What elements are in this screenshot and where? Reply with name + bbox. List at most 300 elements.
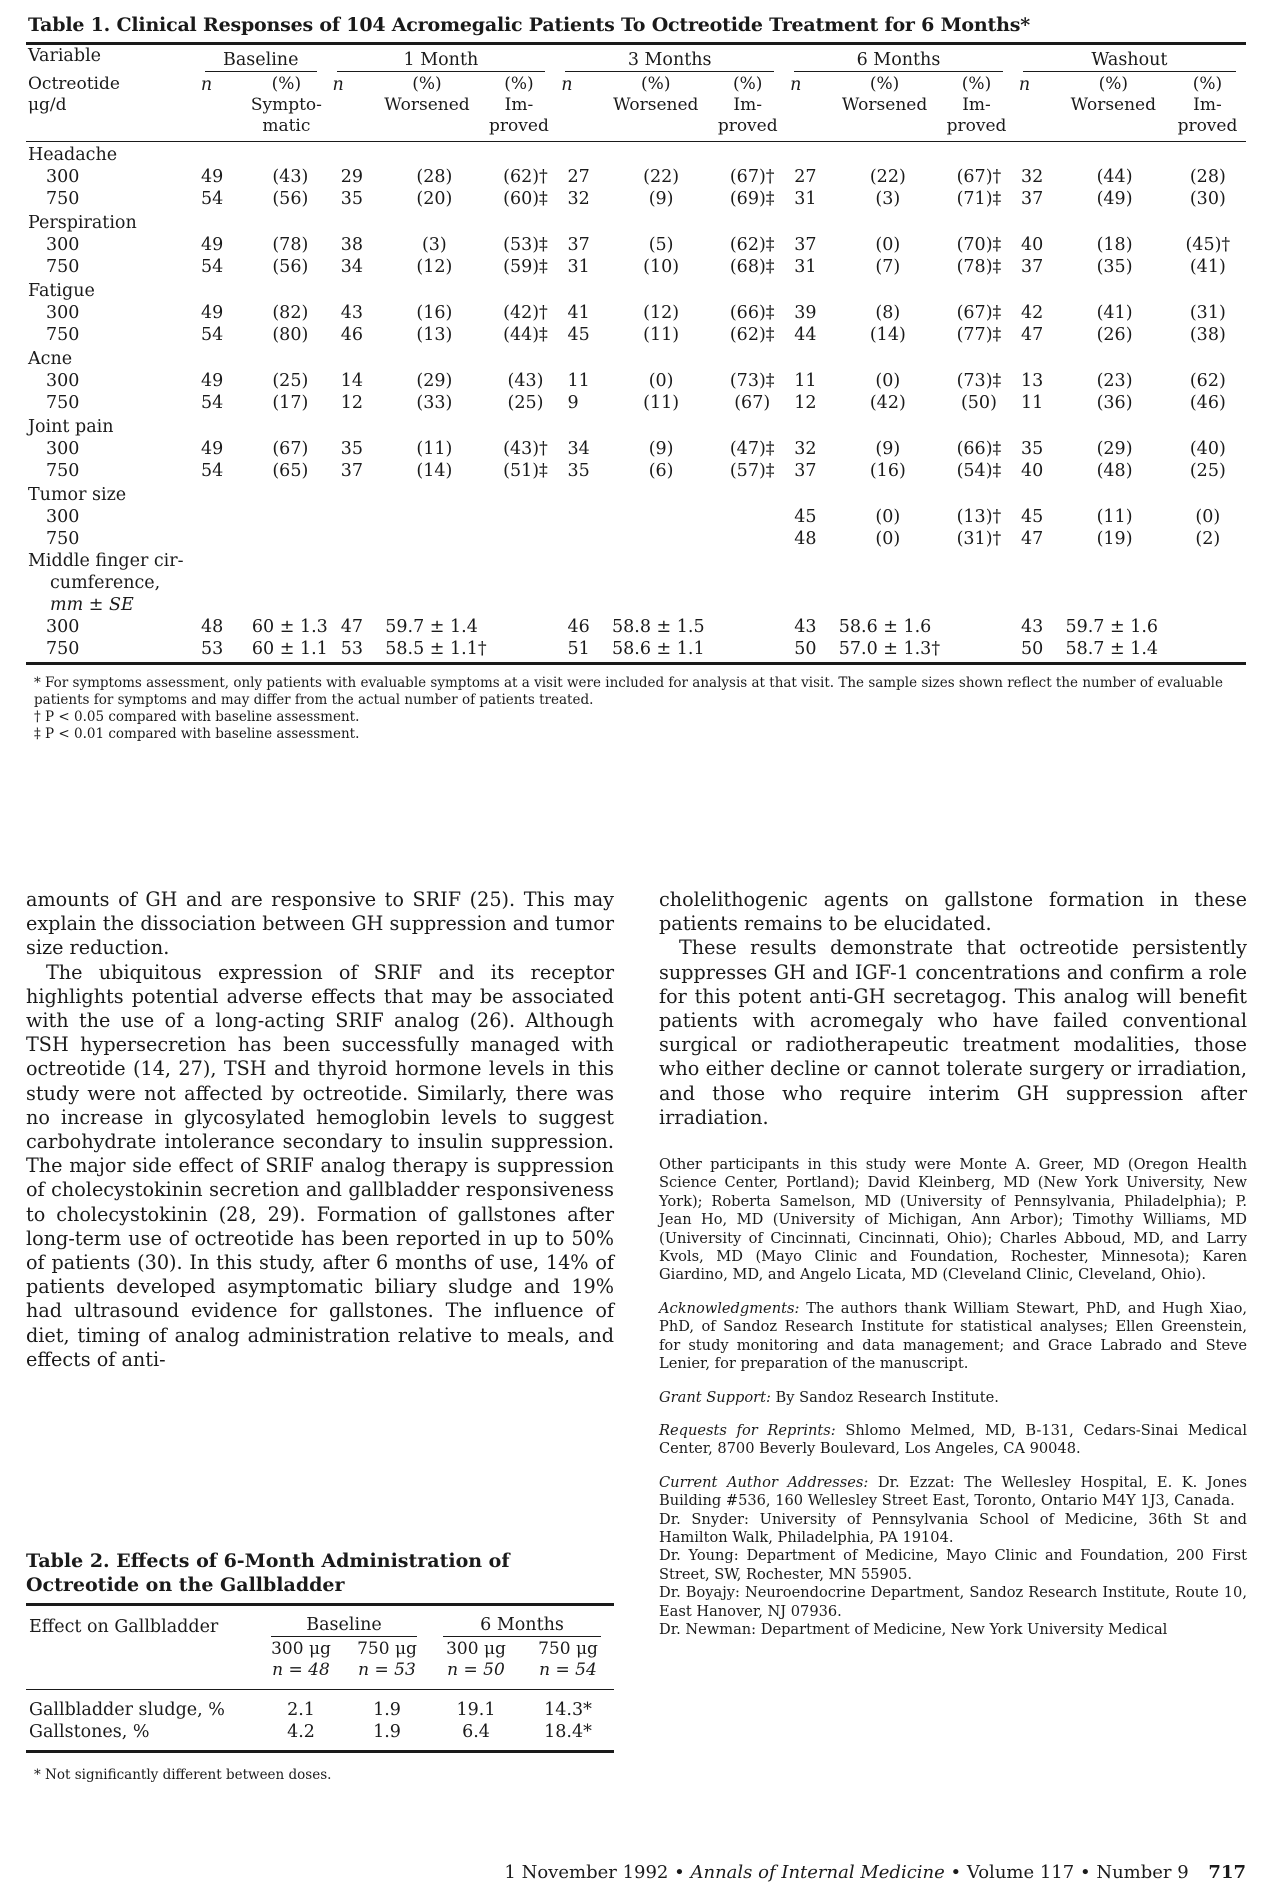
section-row	[26, 572, 1246, 594]
cell: 34	[567, 439, 590, 459]
dose-label: 300	[46, 303, 80, 323]
cell: (0)	[1195, 507, 1221, 527]
cell	[716, 506, 788, 528]
cell: (43)	[507, 371, 544, 391]
cell: 19.1	[456, 1700, 496, 1720]
group-baseline: Baseline	[258, 1614, 430, 1639]
cell: (43)	[272, 167, 309, 187]
cell: 31	[567, 257, 590, 277]
cell: (66)‡	[729, 303, 775, 323]
cell: (11)	[1096, 507, 1133, 527]
cell: 57.0 ± 1.3†	[838, 639, 941, 659]
section-label: cumference,	[50, 573, 161, 593]
left-column	[26, 888, 614, 1372]
cell: 46	[340, 325, 364, 345]
cell: (47)‡	[729, 439, 775, 459]
cell	[195, 142, 1246, 166]
cell: 27	[794, 167, 817, 187]
table-row	[26, 616, 1246, 638]
octreotide-label: Octreotide μg/d	[28, 74, 120, 115]
cell: (48)	[1096, 461, 1133, 481]
cell: 1.9	[373, 1700, 401, 1720]
table-row	[26, 438, 1246, 460]
cell: (25)	[1189, 461, 1226, 481]
cell: 49	[201, 167, 224, 187]
cell: 50	[1020, 639, 1044, 659]
cell: (28)	[1189, 167, 1226, 187]
col-n: n	[332, 75, 344, 95]
cell: (0)	[875, 507, 901, 527]
table1-note: * For symptoms assessment, only patients with evaluable symptoms at a visit were included for analysis at that visit. The sample sizes shown reflect the number of evaluable patients for symptoms and may differ from the actual number of patients treated.	[34, 675, 1223, 708]
grant-support: Grant Support: By Sandoz Research Institute.	[659, 1388, 999, 1406]
row-label: Gallstones, %	[29, 1722, 150, 1742]
cell: (6)	[648, 461, 674, 481]
cell: (0)	[875, 235, 901, 255]
cell: 43	[794, 617, 817, 637]
reprints: Requests for Reprints: Shlomo Melmed, MD, B-131, Cedars-Sinai Medical Center, 8700 Beverly Boulevard, Los Angeles, CA 90048.	[659, 1421, 1248, 1458]
cell: 9	[567, 393, 579, 413]
cell	[195, 506, 246, 528]
cell: (71)‡	[956, 189, 1002, 209]
cell: (16)	[869, 461, 906, 481]
table-row	[26, 302, 1246, 324]
paragraph: amounts of GH and are responsive to SRIF (25). This may explain the dissociation between GH suppression and tumor size reduction.	[26, 888, 614, 960]
cell: (44)‡	[503, 325, 548, 345]
cell	[562, 528, 607, 550]
dose-label: 300	[46, 371, 80, 391]
cell: (11)	[416, 439, 453, 459]
cell: (28)	[416, 167, 453, 187]
cell: (57)‡	[729, 461, 775, 481]
cell: (59)‡	[503, 257, 548, 277]
cell: 34	[340, 257, 364, 277]
address: Dr. Young: Department of Medicine, Mayo Clinic and Foundation, 200 First Street, SW, Rochester, MN 55905.	[659, 1547, 1247, 1583]
cell: 54	[201, 325, 224, 345]
paragraph: cholelithogenic agents on gallstone formation in these patients remains to be elucidated.	[659, 888, 1247, 936]
cell: (9)	[875, 439, 901, 459]
cell: 45	[567, 325, 590, 345]
cell	[606, 506, 716, 528]
cell: (3)	[421, 235, 447, 255]
address: Dr. Snyder: University of Pennsylvania School of Medicine, 36th St and Hamilton Walk, Philadelphia, PA 19104.	[659, 1510, 1247, 1546]
cell: (62)	[1189, 371, 1226, 391]
table2-note: * Not significantly different between doses.	[34, 1766, 332, 1783]
cell: (0)	[875, 371, 901, 391]
cell: (78)‡	[956, 257, 1002, 277]
cell	[716, 528, 788, 550]
cell: (42)†	[503, 303, 548, 323]
cell: 29	[340, 167, 364, 187]
table1-note: ‡ P < 0.01 compared with baseline assessment.	[34, 726, 360, 742]
cell: (82)	[272, 303, 309, 323]
cell: (25)	[272, 371, 309, 391]
section-row	[26, 142, 1246, 166]
cell: (67)	[272, 439, 309, 459]
table-row	[26, 528, 1246, 550]
participants: Other participants in this study were Monte A. Greer, MD (Oregon Health Science Center, Portland); David Kleinberg, MD (New York University, New York); Roberta Samelson, MD (University of Pennsylvania, Philadelphia); P. Jean Ho, MD (University of Michigan, Ann Arbor); Timothy Williams, MD (University of Cincinnati, Cincinnati, Ohio); Charles Abboud, MD, and Larry Kvols, MD (Mayo Clinic and Foundation, Rochester, Minnesota); Karen Giardino, MD, and Angelo Licata, MD (Cleveland Clinic, Cleveland, Ohio).	[659, 1156, 1247, 1284]
cell: (23)	[1096, 371, 1133, 391]
dose: 750 μg	[538, 1639, 598, 1659]
cell: 37	[794, 461, 817, 481]
cell: (41)	[1189, 257, 1226, 277]
table1	[26, 45, 1246, 151]
cell: (31)†	[956, 529, 1002, 549]
section-row	[26, 346, 1246, 370]
sample-size: n = 54	[539, 1660, 597, 1680]
table-row	[26, 324, 1246, 346]
section-label: Headache	[28, 145, 118, 165]
cell: 43	[340, 303, 364, 323]
cell: 41	[567, 303, 590, 323]
col-worsened: (%) Worsened	[1070, 74, 1156, 115]
cell: (3)	[875, 189, 901, 209]
table2	[26, 1549, 614, 1783]
col-worsened: (%) Worsened	[384, 74, 470, 115]
cell: 38	[340, 235, 364, 255]
cell: 60 ± 1.1	[251, 639, 328, 659]
cell: (51)‡	[503, 461, 548, 481]
cell: (67)	[734, 393, 771, 413]
dose-label: 300	[46, 235, 80, 255]
cell: (0)	[875, 529, 901, 549]
cell	[195, 346, 1246, 370]
cell	[195, 528, 246, 550]
cell: 47	[1020, 529, 1044, 549]
cell: 42	[1020, 303, 1044, 323]
page	[26, 14, 1248, 1883]
cell: 1.9	[373, 1722, 401, 1742]
cell: (67)‡	[956, 303, 1002, 323]
cell: (11)	[643, 393, 680, 413]
cell: 37	[1020, 189, 1044, 209]
cell: 44	[794, 325, 817, 345]
dose-label: 750	[46, 189, 80, 209]
group-6-months: 6 Months	[784, 45, 1013, 74]
cell: (70)‡	[956, 235, 1002, 255]
cell: (41)	[1096, 303, 1133, 323]
cell: 39	[794, 303, 817, 323]
table2-group-header	[26, 1614, 614, 1639]
cell: (78)	[272, 235, 309, 255]
dose-label: 750	[46, 461, 80, 481]
cell	[489, 528, 561, 550]
cell: (18)	[1096, 235, 1133, 255]
section-row	[26, 550, 1246, 572]
cell: 37	[794, 235, 817, 255]
cell: (36)	[1096, 393, 1133, 413]
cell: (65)	[272, 461, 309, 481]
cell: (12)	[643, 303, 680, 323]
address: Dr. Newman: Department of Medicine, New York University Medical	[659, 1620, 1168, 1638]
cell: 32	[1020, 167, 1044, 187]
cell: (0)	[648, 371, 674, 391]
table-row	[26, 166, 1246, 188]
page-number: 717	[1208, 1862, 1246, 1883]
cell: (56)	[272, 257, 309, 277]
section-row	[26, 482, 1246, 506]
cell: 58.6 ± 1.1	[612, 639, 705, 659]
journal-name: Annals of Internal Medicine	[690, 1862, 945, 1883]
table-row	[26, 460, 1246, 482]
dose-label: 300	[46, 617, 80, 637]
cell: (31)	[1189, 303, 1226, 323]
cell: (25)	[507, 393, 544, 413]
cell: (54)‡	[956, 461, 1002, 481]
cell: (68)‡	[729, 257, 775, 277]
cell: (29)	[1096, 439, 1133, 459]
dose-label: 750	[46, 529, 80, 549]
cell	[195, 278, 1246, 302]
cell: (14)	[869, 325, 906, 345]
table-row	[26, 506, 1246, 528]
cell: (73)‡	[956, 371, 1002, 391]
cell: (50)	[960, 393, 997, 413]
cell	[379, 528, 489, 550]
cell: 54	[201, 393, 224, 413]
section-row	[26, 210, 1246, 234]
cell: (29)	[416, 371, 453, 391]
cell: (60)‡	[503, 189, 548, 209]
table1-note: † P < 0.05 compared with baseline assessment.	[34, 709, 360, 725]
cell: (9)	[648, 439, 674, 459]
cell	[195, 550, 1246, 572]
cell: (45)†	[1185, 235, 1231, 255]
cell	[246, 528, 335, 550]
dose: 300 μg	[271, 1639, 331, 1659]
paragraph: These results demonstrate that octreotide persistently suppresses GH and IGF-1 concentrations and confirm a role for this potent anti-GH secretagog. This analog will benefit patients with acromegaly who have failed conventional surgical or radiotherapeutic treatment modalities, those who either decline or cannot tolerate surgery or irradiation, and those who require interim GH suppression after irradiation.	[659, 936, 1247, 1129]
cell: 43	[1020, 617, 1044, 637]
cell: (33)	[416, 393, 453, 413]
cell: 12	[794, 393, 817, 413]
cell: (46)	[1189, 393, 1226, 413]
group-6-months: 6 Months	[430, 1614, 614, 1639]
cell: 49	[201, 371, 224, 391]
dose: 300 μg	[446, 1639, 506, 1659]
dose-row	[26, 1639, 614, 1660]
cell: (14)	[416, 461, 453, 481]
cell: (11)	[643, 325, 680, 345]
separator: •	[674, 1862, 685, 1883]
cell: 49	[201, 303, 224, 323]
cell	[562, 506, 607, 528]
cell: 58.5 ± 1.1†	[385, 639, 487, 659]
right-column	[659, 888, 1247, 1639]
table2-title: Table 2. Effects of 6-Month Administration of Octreotide on the Gallbladder	[26, 1550, 510, 1596]
cell: (9)	[648, 189, 674, 209]
table-row	[26, 370, 1246, 392]
cell: (67)†	[729, 167, 775, 187]
col-improved: (%) Im- proved	[1177, 74, 1238, 136]
cell	[246, 506, 335, 528]
col-improved: (%) Im- proved	[489, 74, 549, 136]
cell: 18.4*	[544, 1722, 592, 1742]
cell: (69)‡	[729, 189, 775, 209]
cell: 48	[201, 617, 224, 637]
address: Dr. Boyajy: Neuroendocrine Department, Sandoz Research Institute, Route 10, East Hanover, NJ 07936.	[659, 1584, 1247, 1620]
cell: 37	[1020, 257, 1044, 277]
group-washout: Washout	[1013, 45, 1246, 74]
page-footer	[26, 1862, 1246, 1883]
table2-grid	[26, 1606, 614, 1753]
cell: (62)‡	[729, 235, 775, 255]
cell: 35	[1020, 439, 1044, 459]
cell: 35	[340, 439, 364, 459]
cell: 49	[201, 235, 224, 255]
table1-notes	[26, 675, 1246, 743]
back-matter	[659, 1156, 1247, 1639]
dose-label: 300	[46, 439, 80, 459]
cell: (5)	[648, 235, 674, 255]
cell: 45	[794, 507, 817, 527]
cell: 60 ± 1.3	[251, 617, 328, 637]
group-3-months: 3 Months	[555, 45, 784, 74]
cell: (53)‡	[503, 235, 548, 255]
cell: (43)†	[503, 439, 548, 459]
cell: (35)	[1096, 257, 1133, 277]
cell: (2)	[1195, 529, 1221, 549]
cell: (22)	[643, 167, 680, 187]
cell: 47	[1020, 325, 1044, 345]
cell: (8)	[875, 303, 901, 323]
issue-number: Number 9	[1096, 1862, 1189, 1883]
cell: 54	[201, 257, 224, 277]
group-baseline: Baseline	[195, 45, 327, 74]
section-label: Fatigue	[28, 281, 95, 301]
cell: 31	[794, 189, 817, 209]
cell: 4.2	[287, 1722, 315, 1742]
cell: (56)	[272, 189, 309, 209]
cell	[335, 506, 380, 528]
cell: 59.7 ± 1.4	[385, 617, 478, 637]
col-symptomatic: (%) Sympto- matic	[250, 74, 322, 136]
table1-col-header	[26, 74, 1246, 137]
dose-label: 750	[46, 393, 80, 413]
group-1-month: 1 Month	[327, 45, 556, 74]
cell: (42)	[869, 393, 906, 413]
cell: 58.7 ± 1.4	[1065, 639, 1159, 659]
cell: 12	[340, 393, 364, 413]
cell: 59.7 ± 1.6	[1065, 617, 1159, 637]
cell: 37	[340, 461, 364, 481]
table-row	[26, 392, 1246, 414]
sample-size: n = 53	[358, 1660, 416, 1680]
cell: 2.1	[287, 1700, 315, 1720]
cell: (12)	[416, 257, 453, 277]
dose-label: 300	[46, 167, 80, 187]
cell: (40)	[1189, 439, 1226, 459]
cell: 37	[567, 235, 590, 255]
row-label: Gallbladder sludge, %	[29, 1700, 225, 1720]
table-row	[26, 1721, 614, 1743]
table-row	[26, 1699, 614, 1721]
cell: 6.4	[462, 1722, 490, 1742]
cell	[606, 528, 716, 550]
table1-title: Table 1. Clinical Responses of 104 Acromegalic Patients To Octreotide Treatment for 6 Months*	[28, 14, 1030, 36]
cell: 13	[1020, 371, 1044, 391]
section-label: Middle finger cir-	[28, 551, 184, 571]
cell: (22)	[869, 167, 906, 187]
section-label: mm ± SE	[50, 595, 134, 615]
cell: (66)‡	[956, 439, 1002, 459]
cell: (62)†	[503, 167, 548, 187]
cell: (49)	[1096, 189, 1133, 209]
cell: 40	[1020, 461, 1044, 481]
table1-body	[26, 142, 1246, 660]
cell: (67)†	[956, 167, 1002, 187]
cell	[195, 572, 1246, 594]
volume: Volume 117	[966, 1862, 1075, 1883]
cell	[195, 594, 1246, 616]
cell: (44)	[1096, 167, 1133, 187]
cell: (13)†	[956, 507, 1002, 527]
col-improved: (%) Im- proved	[946, 74, 1007, 136]
table-row	[26, 188, 1246, 210]
cell: 11	[567, 371, 590, 391]
col-n: n	[1018, 75, 1031, 95]
dose-label: 750	[46, 325, 80, 345]
section-row	[26, 278, 1246, 302]
cell: 47	[340, 617, 364, 637]
paragraph: The ubiquitous expression of SRIF and its receptor highlights potential adverse effects that may be associated with the use of a long-acting SRIF analog (26). Although TSH hypersecretion has been successfully managed with octreotide (14, 27), TSH and thyroid hormone levels in this study were not affected by octreotide. Similarly, there was no increase in glycosylated hemoglobin levels to suggest carbohydrate intolerance secondary to insulin suppression. The major side effect of SRIF analog therapy is suppression of cholecystokinin secretion and gallbladder responsiveness to cholecystokinin (28, 29). Formation of gallstones after long-term use of octreotide has been reported in up to 50% of patients (30). In this study, after 6 months of use, 14% of patients developed asymptomatic biliary sludge and 19% had ultrasound evidence for gallstones. The influence of diet, timing of analog administration relative to meals, and effects of anti-	[26, 960, 614, 1371]
cell: (7)	[875, 257, 901, 277]
issue-date: 1 November 1992	[504, 1862, 669, 1883]
cell: (80)	[272, 325, 309, 345]
cell: (20)	[416, 189, 453, 209]
cell: (62)‡	[729, 325, 775, 345]
cell: (17)	[272, 393, 309, 413]
sample-size: n = 50	[447, 1660, 505, 1680]
cell: (30)	[1189, 189, 1226, 209]
cell: 50	[794, 639, 817, 659]
cell: 35	[340, 189, 364, 209]
cell: 32	[567, 189, 590, 209]
table1-group-header	[26, 45, 1246, 74]
cell: 14	[340, 371, 364, 391]
cell: 53	[340, 639, 364, 659]
col-n: n	[200, 75, 213, 95]
col-improved: (%) Im- proved	[717, 74, 778, 136]
cell	[379, 506, 489, 528]
cell: (19)	[1096, 529, 1133, 549]
cell: 54	[201, 189, 224, 209]
separator: •	[950, 1862, 962, 1883]
cell: (73)‡	[729, 371, 775, 391]
author-addresses: Current Author Addresses: Dr. Ezzat: The Wellesley Hospital, E. K. Jones Building #536, 160 Wellesley Street East, Toronto, Ontario M4Y 1J3, Canada.	[659, 1473, 1247, 1510]
table-row	[26, 638, 1246, 660]
cell: (10)	[643, 257, 680, 277]
n-row	[26, 1660, 614, 1681]
cell: 58.6 ± 1.6	[838, 617, 932, 637]
cell: 51	[567, 639, 590, 659]
section-row	[26, 414, 1246, 438]
dose-label: 300	[46, 507, 80, 527]
cell: 40	[1020, 235, 1044, 255]
cell: 35	[567, 461, 590, 481]
cell: (26)	[1096, 325, 1133, 345]
table-row	[26, 256, 1246, 278]
variable-label: Variable	[28, 46, 102, 66]
dose: 750 μg	[357, 1639, 417, 1659]
acknowledgments: Acknowledgments: The authors thank William Stewart, PhD, and Hugh Xiao, PhD, of Sandoz Research Institute for statistical analyses; Ellen Greenstein, for study monitoring and data management; and Grace Labrado and Steve Lenier, for preparation of the manuscript.	[659, 1299, 1248, 1373]
col-worsened: (%) Worsened	[841, 74, 928, 115]
cell	[489, 506, 561, 528]
section-row	[26, 594, 1246, 616]
cell	[195, 414, 1246, 438]
cell	[335, 528, 380, 550]
col-n: n	[790, 75, 802, 95]
section-label: Tumor size	[28, 485, 127, 505]
separator: •	[1079, 1862, 1091, 1883]
